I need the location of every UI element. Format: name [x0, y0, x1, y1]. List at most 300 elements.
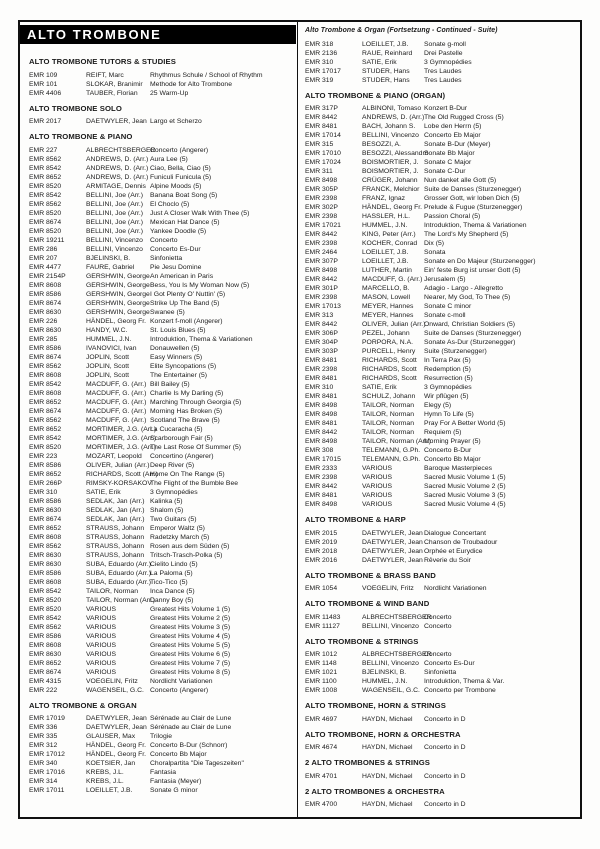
section-heading: 2 ALTO TROMBONES & ORCHESTRA	[305, 786, 445, 796]
row-composer: VARIOUS	[86, 605, 117, 613]
catalog-row	[305, 347, 576, 356]
row-composer: SEDLAK, Jan (Arr.)	[86, 506, 145, 514]
row-code: EMR 1008	[305, 687, 338, 694]
catalog-row	[305, 194, 576, 203]
row-composer: FRANZ, Ignaz	[362, 195, 406, 202]
row-code: EMR 109	[29, 71, 58, 79]
catalog-row	[29, 299, 295, 308]
catalog-row	[29, 551, 295, 560]
row-title: Yankee Doodle (5)	[150, 227, 207, 235]
catalog-row	[29, 89, 295, 98]
row-code: EMR 8608	[29, 281, 62, 289]
row-code: EMR 8608	[29, 389, 62, 397]
row-title: Orphée et Eurydice	[424, 547, 483, 555]
row-title: Tres Laudes	[424, 67, 462, 75]
catalog-row	[305, 266, 576, 275]
catalog-row	[305, 212, 576, 221]
catalog-row	[29, 488, 295, 497]
row-composer: BELLINI, Joe (Arr.)	[86, 200, 144, 208]
row-code: EMR 4477	[29, 263, 62, 271]
row-title: Concerto in D	[424, 801, 466, 808]
row-composer: HANDY, W.C.	[86, 326, 128, 334]
section-heading: ALTO TROMBONE TUTORS & STUDIES	[29, 57, 176, 66]
row-code: EMR 314	[29, 778, 58, 785]
row-code: EMR 8481	[305, 123, 338, 130]
row-code: EMR 318	[305, 40, 334, 48]
row-code: EMR 2398	[305, 366, 338, 373]
row-title: Greatest Hits Volume 7 (5)	[150, 659, 231, 667]
row-code: EMR 8674	[29, 218, 62, 226]
row-composer: HASSLER, H.L.	[362, 213, 410, 220]
row-title: Resurrection (5)	[424, 375, 473, 382]
row-code: EMR 8481	[305, 357, 338, 364]
row-title: Hymn To Life (5)	[424, 411, 474, 418]
row-code: EMR 8498	[305, 438, 338, 445]
section-heading: ALTO TROMBONE & HARP	[305, 515, 406, 524]
row-code: EMR 2398	[305, 213, 338, 220]
row-code: EMR 8586	[29, 290, 62, 298]
row-composer: JOPLIN, Scott	[86, 371, 130, 379]
row-composer: MACDUFF, G. (Arr.)	[86, 416, 147, 424]
row-composer: TAILOR, Norman	[362, 411, 414, 418]
catalog-row	[29, 714, 295, 723]
row-code: EMR 2016	[305, 556, 338, 564]
catalog-row	[29, 470, 295, 479]
row-code: EMR 8498	[305, 267, 338, 274]
row-composer: VARIOUS	[362, 465, 393, 472]
row-title: Wir pflügen (5)	[424, 393, 469, 400]
catalog-row	[29, 623, 295, 632]
row-composer: GERSHWIN, George	[86, 308, 150, 316]
row-code: EMR 310	[305, 384, 334, 391]
row-title: The Lord's My Shepherd (5)	[424, 231, 509, 238]
row-composer: BJELINSKI, B.	[86, 254, 131, 262]
row-title: Elegy (5)	[424, 402, 452, 409]
row-code: EMR 1100	[305, 678, 337, 685]
row-composer: VARIOUS	[86, 668, 117, 676]
row-title: Introduktion, Thema & Var.	[424, 678, 505, 685]
row-code: EMR 8674	[29, 299, 62, 307]
row-composer: MACDUFF, G. (Arr.)	[86, 380, 147, 388]
row-title: Concerto in D	[424, 744, 466, 751]
row-code: EMR 4315	[29, 677, 62, 685]
row-composer: PORPORA, N.A.	[362, 339, 413, 346]
row-code: EMR 226	[29, 317, 58, 325]
row-code: EMR 17024	[305, 159, 341, 166]
row-title: Donauwellen (5)	[150, 344, 200, 352]
row-composer: MORTIMER, J.G. (Arr.)	[86, 434, 157, 442]
row-composer: STRAUSS, Johann	[86, 533, 145, 541]
row-composer: TELEMANN, G.Ph.	[362, 447, 421, 454]
row-composer: BELLINI, Vincenzo	[362, 132, 419, 139]
catalog-row	[29, 587, 295, 596]
row-composer: KREBS, J.L.	[86, 778, 124, 785]
catalog-row	[29, 686, 295, 695]
section-alto-trombone-piano	[29, 132, 295, 695]
catalog-row	[29, 191, 295, 200]
catalog-row	[29, 614, 295, 623]
catalog-row	[305, 203, 576, 212]
row-title: Trilogie	[150, 733, 173, 740]
row-title: Requiem (5)	[424, 429, 462, 436]
catalog-row	[305, 659, 576, 668]
row-code: EMR 8481	[305, 492, 338, 499]
row-code: EMR 8674	[29, 407, 62, 415]
catalog-row	[305, 311, 576, 320]
row-code: EMR 312	[29, 742, 58, 749]
row-title: Konzert B-Dur	[424, 105, 468, 112]
row-title: Concerto Bb Major	[424, 456, 481, 463]
catalog-row	[29, 741, 295, 750]
right-column	[297, 22, 580, 817]
catalog-row	[305, 140, 576, 149]
row-composer: MOZART, Leopold	[86, 452, 142, 460]
row-code: EMR 11483	[305, 613, 341, 621]
section-heading: ALTO TROMBONE & WIND BAND	[305, 599, 430, 608]
catalog-row	[29, 146, 295, 155]
catalog-row	[29, 569, 295, 578]
catalog-row	[29, 245, 295, 254]
row-title: Sinfonietta	[150, 254, 183, 262]
row-title: Aura Lee (5)	[150, 155, 188, 163]
row-code: EMR 313	[305, 312, 334, 319]
row-title: Concerto	[424, 622, 452, 630]
row-title: Grosser Gott, wir loben Dich (5)	[424, 195, 520, 202]
row-code: EMR 8608	[29, 641, 62, 649]
row-composer: FRANCK, Melchior	[362, 186, 420, 193]
row-title: Concerto Es-Dur	[424, 660, 475, 667]
section-2-alto-trombones-orchestra	[305, 787, 576, 810]
row-title: Introduktion, Thema & Variationen	[424, 222, 527, 229]
row-code: EMR 17014	[305, 132, 341, 139]
row-title: Kalinka (5)	[150, 497, 183, 505]
row-code: EMR 8652	[29, 173, 62, 181]
row-composer: VARIOUS	[362, 483, 393, 490]
row-code: EMR 17010	[305, 150, 341, 157]
row-title: In Terra Pax (5)	[424, 357, 471, 364]
row-title: Sérénade au Clair de Lune	[150, 715, 232, 722]
catalog-row	[29, 263, 295, 272]
catalog-row	[305, 58, 576, 67]
row-composer: MACDUFF, G. (Arr.)	[86, 398, 147, 406]
row-title: Methode for Alto Trombone	[150, 80, 232, 88]
row-composer: HÄNDEL, Georg Fr.	[86, 317, 147, 325]
catalog-row	[29, 732, 295, 741]
section-heading: ALTO TROMBONE & PIANO (ORGAN)	[305, 90, 446, 100]
catalog-row	[29, 425, 295, 434]
row-title: Scarborough Fair (5)	[150, 434, 213, 442]
row-title: Suite de Danses (Sturzenegger)	[424, 186, 522, 193]
catalog-row	[305, 613, 576, 622]
row-code: EMR 8442	[305, 114, 338, 121]
row-composer: SUBA, Eduardo (Arr.)	[86, 560, 151, 568]
row-title: La Cucaracha (5)	[150, 425, 203, 433]
catalog-row	[29, 308, 295, 317]
row-composer: ANDREWS, D. (Arr.)	[86, 173, 149, 181]
row-title: Emperor Waltz (5)	[150, 524, 205, 532]
row-composer: MEYER, Hannes	[362, 303, 414, 310]
catalog-row	[305, 329, 576, 338]
catalog-row	[29, 218, 295, 227]
row-composer: SATIE, Erik	[86, 488, 121, 496]
catalog-row	[305, 365, 576, 374]
row-code: EMR 8481	[305, 393, 338, 400]
row-code: EMR 17013	[305, 303, 341, 310]
row-title: Nun danket alle Gott (5)	[424, 177, 497, 184]
row-code: EMR 8562	[29, 416, 62, 424]
catalog-row	[29, 335, 295, 344]
row-title: Concertino (Angerer)	[150, 452, 214, 460]
row-composer: DAETWYLER, Jean	[362, 538, 423, 546]
catalog-row	[305, 49, 576, 58]
catalog-row	[305, 338, 576, 347]
catalog-row	[305, 392, 576, 401]
catalog-row	[305, 149, 576, 158]
catalog-row	[29, 768, 295, 777]
row-code: EMR 8562	[29, 200, 62, 208]
row-code: EMR 301P	[305, 285, 338, 292]
row-composer: CRÜGER, Johann	[362, 177, 418, 184]
row-title: Tritsch-Trasch-Polka (5)	[150, 551, 223, 559]
row-composer: VARIOUS	[86, 641, 117, 649]
row-composer: BESOZZI, A.	[362, 141, 401, 148]
row-code: EMR 2019	[305, 538, 338, 546]
row-title: Bill Bailey (5)	[150, 380, 190, 388]
row-composer: MORTIMER, J.G. (Arr.)	[86, 425, 157, 433]
row-code: EMR 8674	[29, 515, 62, 523]
row-composer: BELLINI, Vincenzo	[362, 622, 419, 630]
row-composer: TELEMANN, G.Ph.	[362, 456, 421, 463]
section-alto-trombone-harp	[305, 515, 576, 565]
row-code: EMR 2018	[305, 547, 338, 555]
row-title: Concerto Eb Major	[424, 132, 481, 139]
row-composer: PURCELL, Henry	[362, 348, 416, 355]
row-code: EMR 1021	[305, 669, 338, 676]
row-title: Funiculi Funicula (5)	[150, 173, 212, 181]
row-title: Sacred Music Volume 1 (5)	[424, 474, 506, 481]
row-composer: KOCHER, Conrad	[362, 240, 418, 247]
catalog-row	[305, 686, 576, 695]
catalog-row	[305, 158, 576, 167]
row-title: Shalom (5)	[150, 506, 184, 514]
row-title: The Entertainer (5)	[150, 371, 208, 379]
row-composer: KOETSIER, Jan	[86, 760, 136, 767]
row-code: EMR 8542	[29, 614, 62, 622]
catalog-row	[305, 482, 576, 491]
row-code: EMR 8520	[29, 227, 62, 235]
row-code: EMR 8674	[29, 353, 62, 361]
catalog-row	[29, 353, 295, 362]
row-composer: ANDREWS, D. (Arr.)	[86, 155, 149, 163]
row-code: EMR 1148	[305, 660, 337, 667]
row-title: La Paloma (5)	[150, 569, 193, 577]
row-composer: MACDUFF, G. (Arr.)	[86, 407, 147, 415]
row-composer: TAILOR, Norman (Arr.)	[86, 596, 155, 604]
row-title: Fantasia (Meyer)	[150, 778, 202, 785]
catalog-row	[29, 506, 295, 515]
catalog-row	[305, 40, 576, 49]
catalog-row	[29, 407, 295, 416]
row-title: Morning Prayer (5)	[424, 438, 481, 445]
row-composer: KING, Peter (Arr.)	[362, 231, 416, 238]
row-code: EMR 303P	[305, 348, 338, 355]
catalog-row	[29, 371, 295, 380]
row-composer: GERSHWIN, George	[86, 299, 150, 307]
row-composer: HÄNDEL, Georg Fr.	[362, 204, 423, 211]
catalog-row	[29, 443, 295, 452]
row-code: EMR 266P	[29, 479, 62, 487]
row-title: Rosen aus dem Süden (5)	[150, 542, 230, 550]
row-code: EMR 8520	[29, 182, 62, 190]
catalog-row	[29, 209, 295, 218]
row-composer: VOEGELIN, Fritz	[362, 585, 414, 592]
section-heading: ALTO TROMBONE SOLO	[29, 103, 122, 113]
row-title: Tres Laudes	[424, 76, 462, 84]
row-composer: TAILOR, Norman	[362, 402, 414, 409]
section-2-alto-trombones-strings	[305, 758, 576, 781]
row-composer: DAETWYLER, Jean	[86, 118, 147, 125]
section-alto-trombone-brass-band	[305, 571, 576, 594]
catalog-row	[29, 479, 295, 488]
row-composer: JOPLIN, Scott	[86, 362, 130, 370]
row-title: Sonate c-moll	[424, 312, 466, 319]
catalog-row	[29, 777, 295, 786]
row-composer: ALBINONI, Tomaso	[362, 105, 422, 112]
row-code: EMR 1054	[305, 585, 338, 592]
row-composer: VARIOUS	[86, 659, 117, 667]
row-code: EMR 11127	[305, 622, 340, 630]
row-title: Nordlicht Variationen	[150, 677, 213, 685]
row-code: EMR 8498	[305, 411, 338, 418]
row-composer: FAURE, Gabriel	[86, 263, 135, 271]
row-title: Sacred Music Volume 2 (5)	[424, 483, 506, 490]
catalog-row	[305, 275, 576, 284]
row-title: The Last Rose Of Summer (5)	[150, 443, 242, 451]
row-code: EMR 8652	[29, 524, 62, 532]
row-title: Prelude & Fugue (Sturzenegger)	[424, 204, 523, 211]
row-title: Lobe den Herrn (5)	[424, 123, 482, 130]
catalog-row	[29, 650, 295, 659]
row-composer: BELLINI, Joe (Arr.)	[86, 209, 144, 217]
row-title: Morning Has Broken (5)	[150, 407, 223, 415]
row-code: EMR 8562	[29, 362, 62, 370]
row-code: EMR 285	[29, 335, 58, 343]
row-code: EMR 8652	[29, 398, 62, 406]
section-alto-trombone-organ-fortsetzung-continued-suite	[305, 26, 576, 85]
catalog-row	[305, 257, 576, 266]
row-title: Concerto B-Dur	[424, 447, 472, 454]
row-code: EMR 222	[29, 686, 58, 694]
section-heading: ALTO TROMBONE & BRASS BAND	[305, 570, 436, 580]
row-composer: RICHARDS, Scott	[362, 375, 417, 382]
row-code: EMR 308	[305, 447, 334, 454]
row-title: Concerto	[424, 613, 452, 621]
row-composer: BELLINI, Joe (Arr.)	[86, 227, 144, 235]
row-composer: OLIVER, Julian (Arr.)	[362, 321, 426, 328]
row-title: Strike Up The Band (5)	[150, 299, 220, 307]
row-code: EMR 8586	[29, 569, 62, 577]
row-composer: REIFT, Marc	[86, 71, 124, 79]
row-code: EMR 8608	[29, 578, 62, 586]
catalog-row	[29, 344, 295, 353]
row-title: Home On The Range (5)	[150, 470, 225, 478]
row-composer: HUMMEL, J.N.	[362, 678, 408, 685]
row-composer: PEZEL, Johann	[362, 330, 410, 337]
row-code: EMR 8630	[29, 308, 62, 316]
catalog-row	[29, 117, 295, 126]
row-title: Bess, You Is My Woman Now (5)	[150, 281, 250, 289]
row-title: Konzert f-moll (Angerer)	[150, 317, 223, 325]
catalog-row	[305, 437, 576, 446]
row-title: Inca Dance (5)	[150, 587, 195, 595]
row-code: EMR 17011	[29, 787, 65, 794]
row-title: Alpine Moods (5)	[150, 182, 202, 190]
row-composer: MASON, Lowell	[362, 294, 410, 301]
row-title: Greatest Hits Volume 5 (5)	[150, 641, 231, 649]
row-composer: BELLINI, Joe (Arr.)	[86, 191, 144, 199]
row-code: EMR 8630	[29, 551, 62, 559]
row-title: Sonata	[424, 249, 446, 256]
row-code: EMR 2464	[305, 249, 338, 256]
catalog-row	[305, 293, 576, 302]
row-composer: GERSHWIN, George	[86, 272, 150, 280]
catalog-row	[305, 383, 576, 392]
row-title: Two Guitars (5)	[150, 515, 197, 523]
row-title: Drei Pastelle	[424, 49, 463, 57]
section-heading: ALTO TROMBONE & PIANO	[29, 132, 133, 141]
row-code: EMR 8586	[29, 344, 62, 352]
row-code: EMR 8586	[29, 632, 62, 640]
page-frame	[18, 20, 582, 819]
row-code: EMR 8608	[29, 371, 62, 379]
catalog-row	[29, 155, 295, 164]
catalog-row	[29, 380, 295, 389]
catalog-row	[305, 491, 576, 500]
row-title: Sérénade au Clair de Lune	[150, 724, 232, 731]
row-composer: STRAUSS, Johann	[86, 524, 145, 532]
row-code: EMR 310	[29, 488, 58, 496]
catalog-row	[305, 284, 576, 293]
row-title: Concerto Bb Major	[150, 751, 207, 758]
left-column	[20, 22, 297, 817]
catalog-row	[29, 416, 295, 425]
row-code: EMR 304P	[305, 339, 338, 346]
catalog-row	[305, 446, 576, 455]
section-alto-trombone-strings	[305, 637, 576, 696]
row-code: EMR 8498	[305, 501, 338, 508]
row-code: EMR 340	[29, 760, 58, 767]
row-title: Ciao, Bella, Ciao (5)	[150, 164, 211, 172]
row-composer: STRAUSS, Johann	[86, 542, 145, 550]
row-title: Concerto (Angerer)	[150, 686, 209, 694]
row-title: I Got Plenty O' Nuttin' (5)	[150, 290, 226, 298]
catalog-row	[29, 759, 295, 768]
catalog-row	[29, 281, 295, 290]
row-title: Sonate B-Dur (Meyer)	[424, 141, 491, 148]
row-composer: DAETWYLER, Jean	[86, 724, 147, 731]
row-title: Jerusalem (5)	[424, 276, 466, 283]
row-code: EMR 4697	[305, 715, 338, 723]
row-composer: RICHARDS, Scott	[362, 357, 417, 364]
row-composer: RICHARDS, Scott	[362, 366, 417, 373]
catalog-row	[29, 182, 295, 191]
row-title: Just A Closer Walk With Thee (5)	[150, 209, 250, 217]
row-title: Banana Boat Song (5)	[150, 191, 218, 199]
row-composer: SATIE, Erik	[362, 58, 397, 66]
row-title: Concerto B-Dur (Schnorr)	[150, 742, 228, 749]
catalog-row	[305, 356, 576, 365]
row-title: Concerto	[424, 651, 452, 658]
